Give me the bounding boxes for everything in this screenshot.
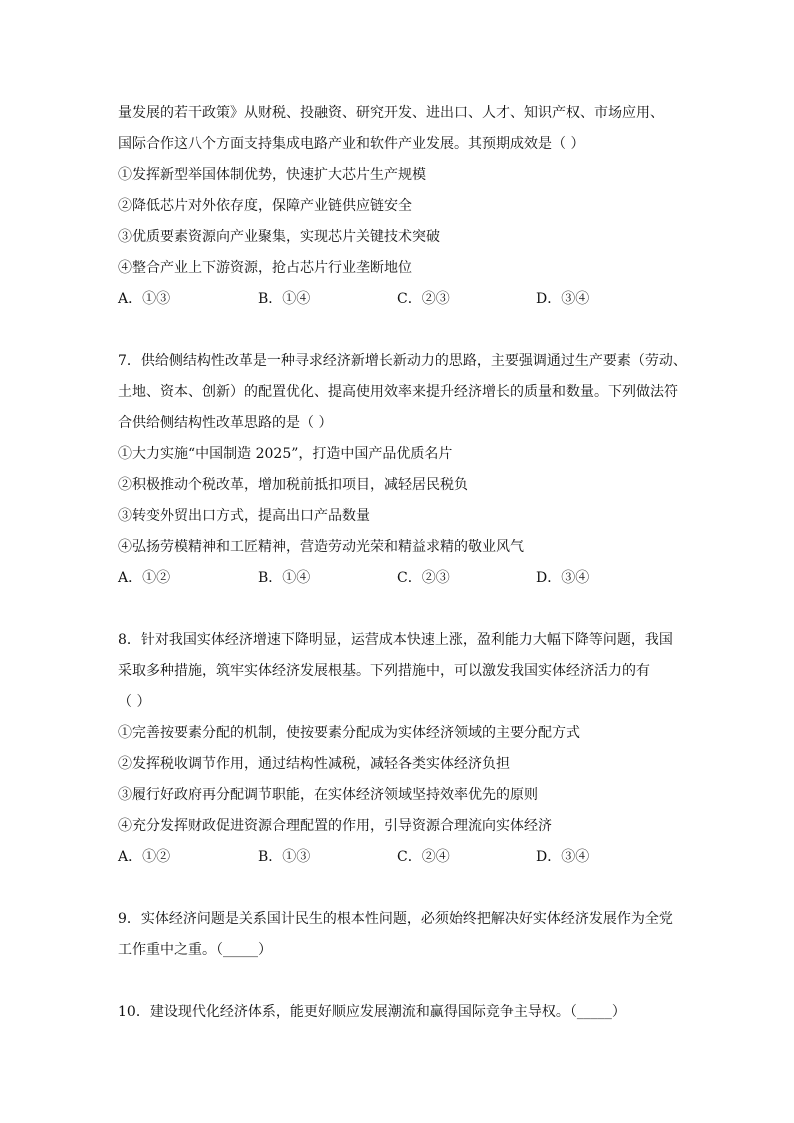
spacer (118, 315, 678, 346)
spacer (118, 873, 678, 904)
option-c: C．②③ (397, 291, 450, 307)
option-a: A．①② (118, 849, 171, 865)
answer-options (118, 563, 678, 594)
question-stem-line: 国际合作这八个方面支持集成电路产业和软件产业发展。其预期成效是（ ） (118, 136, 585, 152)
answer-options (118, 284, 678, 315)
statement-item: ②积极推动个税改革，增加税前抵扣项目，减轻居民税负 (118, 477, 468, 493)
question-9 (118, 904, 678, 966)
option-d: D．③④ (536, 570, 590, 586)
option-a: A．①② (118, 570, 171, 586)
spacer (118, 594, 678, 625)
option-b: B．①④ (258, 291, 311, 307)
statement-item: ③优质要素资源向产业聚集，实现芯片关键技术突破 (118, 229, 440, 245)
statement-item: ④弘扬劳模精神和工匠精神，营造劳动光荣和精益求精的敬业风气 (118, 539, 524, 555)
question-stem-line: （ ） (118, 694, 151, 710)
statement-item: ③转变外贸出口方式，提高出口产品数量 (118, 508, 370, 524)
question-10 (118, 997, 678, 1028)
question-stem-line: 采取多种措施，筑牢实体经济发展根基。下列措施中，可以激发我国实体经济活力的有 (118, 663, 650, 679)
statement-item: ①大力实施“中国制造 2025”，打造中国产品优质名片 (118, 446, 453, 462)
question-6 (118, 98, 678, 315)
answer-options (118, 842, 678, 873)
statement-item: ④充分发挥财政促进资源合理配置的作用，引导资源合理流向实体经济 (118, 818, 552, 834)
question-7 (118, 346, 687, 594)
statement-item: ③履行好政府再分配调节职能，在实体经济领域坚持效率优先的原则 (118, 787, 538, 803)
option-b: B．①③ (258, 849, 311, 865)
question-stem-line: 工作重中之重。（_____） (118, 942, 272, 958)
statement-item: ②降低芯片对外依存度，保障产业链供应链安全 (118, 198, 412, 214)
option-c: C．②③ (397, 570, 450, 586)
question-stem-line: 7．供给侧结构性改革是一种寻求经济新增长新动力的思路，主要强调通过生产要素（劳动、 (118, 353, 687, 369)
exam-page (118, 98, 687, 1028)
option-a: A．①③ (118, 291, 171, 307)
statement-item: ④整合产业上下游资源，抢占芯片行业垄断地位 (118, 260, 412, 276)
option-d: D．③④ (536, 291, 590, 307)
option-d: D．③④ (536, 849, 590, 865)
option-b: B．①④ (258, 570, 311, 586)
question-stem-line: 合供给侧结构性改革思路的是（ ） (118, 415, 333, 431)
statement-item: ①发挥新型举国体制优势，快速扩大芯片生产规模 (118, 167, 426, 183)
question-stem-line: 量发展的若干政策》从财税、投融资、研究开发、进出口、人才、知识产权、市场应用、 (118, 105, 664, 121)
spacer (118, 966, 678, 997)
question-stem-line: 8．针对我国实体经济增速下降明显，运营成本快速上涨，盈利能力大幅下降等问题，我国 (118, 632, 673, 648)
statement-item: ②发挥税收调节作用，通过结构性减税，减轻各类实体经济负担 (118, 756, 510, 772)
question-stem-line: 9．实体经济问题是关系国计民生的根本性问题，必须始终把解决好实体经济发展作为全党 (118, 911, 673, 927)
question-stem-line: 10．建设现代化经济体系，能更好顺应发展潮流和赢得国际竞争主导权。（_____） (118, 1004, 626, 1020)
question-8 (118, 625, 678, 873)
statement-item: ①完善按要素分配的机制，使按要素分配成为实体经济领域的主要分配方式 (118, 725, 580, 741)
option-c: C．②④ (397, 849, 450, 865)
question-stem-line: 土地、资本、创新）的配置优化、提高使用效率来提升经济增长的质量和数量。下列做法符 (118, 384, 678, 400)
